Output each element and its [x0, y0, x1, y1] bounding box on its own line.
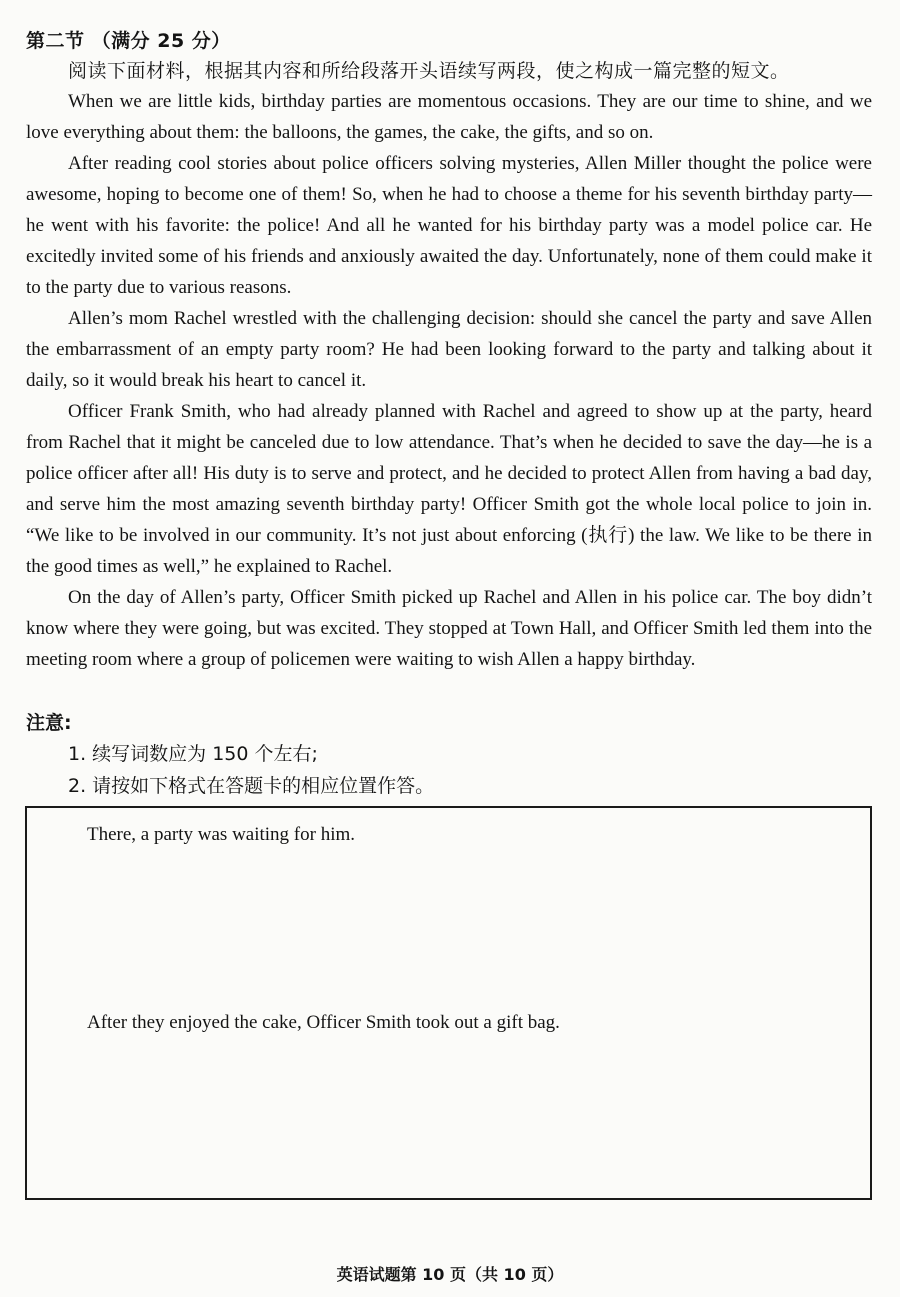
notes-title: 注意: [26, 712, 72, 734]
paragraph-opening-2: After they enjoyed the cake, Officer Smith took out a gift bag. [87, 1012, 560, 1033]
paragraph-opening-1: There, a party was waiting for him. [87, 824, 356, 845]
passage-paragraph-5: On the day of Allen’s party, Officer Smith picked up Rachel and Allen in his police car. The boy didn’t know where they were going, but was excited. They stopped at Town Hall, and Officer Smith led them into the meeting room where a group of policemen were waiting to wish Allen a happy birthday. [26, 587, 872, 670]
page-footer: 英语试题第 10 页（共 10 页） [336, 1265, 564, 1284]
notes-list [68, 738, 434, 802]
passage-paragraph-2: After reading cool stories about police officers solving mysteries, Allen Miller thought the police were awesome, hoping to become one of them! So, when he had to choose a theme for his seventh birthday party—he went with his favorite: the police! And all he wanted for his birthday party was a model police car. He excitedly invited some of his friends and anxiously awaited the day. Unfortunately, none of them could make it to the party due to various reasons. [26, 153, 872, 298]
note-item-1: 1. 续写词数应为 150 个左右; [68, 743, 318, 765]
section-title: 第二节 （满分 25 分） [26, 30, 231, 52]
note-item-2: 2. 请按如下格式在答题卡的相应位置作答。 [68, 775, 435, 797]
passage-paragraph-3: Allen’s mom Rachel wrestled with the challenging decision: should she cancel the party and save Allen the embarrassment of an empty party room? He had been looking forward to the party and talking about it daily, so it would break his heart to cancel it. [26, 308, 872, 391]
passage-paragraph-4: Officer Frank Smith, who had already planned with Rachel and agreed to show up at the party, heard from Rachel that it might be canceled due to low attendance. That’s when he decided to save the day—he is a police officer after all! His duty is to serve and protect, and he decided to protect Allen from having a bad day, and serve him the most amazing seventh birthday party! Officer Smith got the whole local police to join in. “We like to be involved in our community. It’s not just about enforcing (执行) the law. We like to be there in the good times as well,” he explained to Rachel. [26, 401, 872, 577]
reading-passage [26, 86, 872, 675]
section-instruction: 阅读下面材料，根据其内容和所给段落开头语续写两段，使之构成一篇完整的短文。 [68, 60, 790, 82]
answer-box[interactable] [25, 806, 872, 1200]
passage-paragraph-1: When we are little kids, birthday parties are momentous occasions. They are our time to shine, and we love everything about them: the balloons, the games, the cake, the gifts, and so on. [26, 91, 872, 143]
